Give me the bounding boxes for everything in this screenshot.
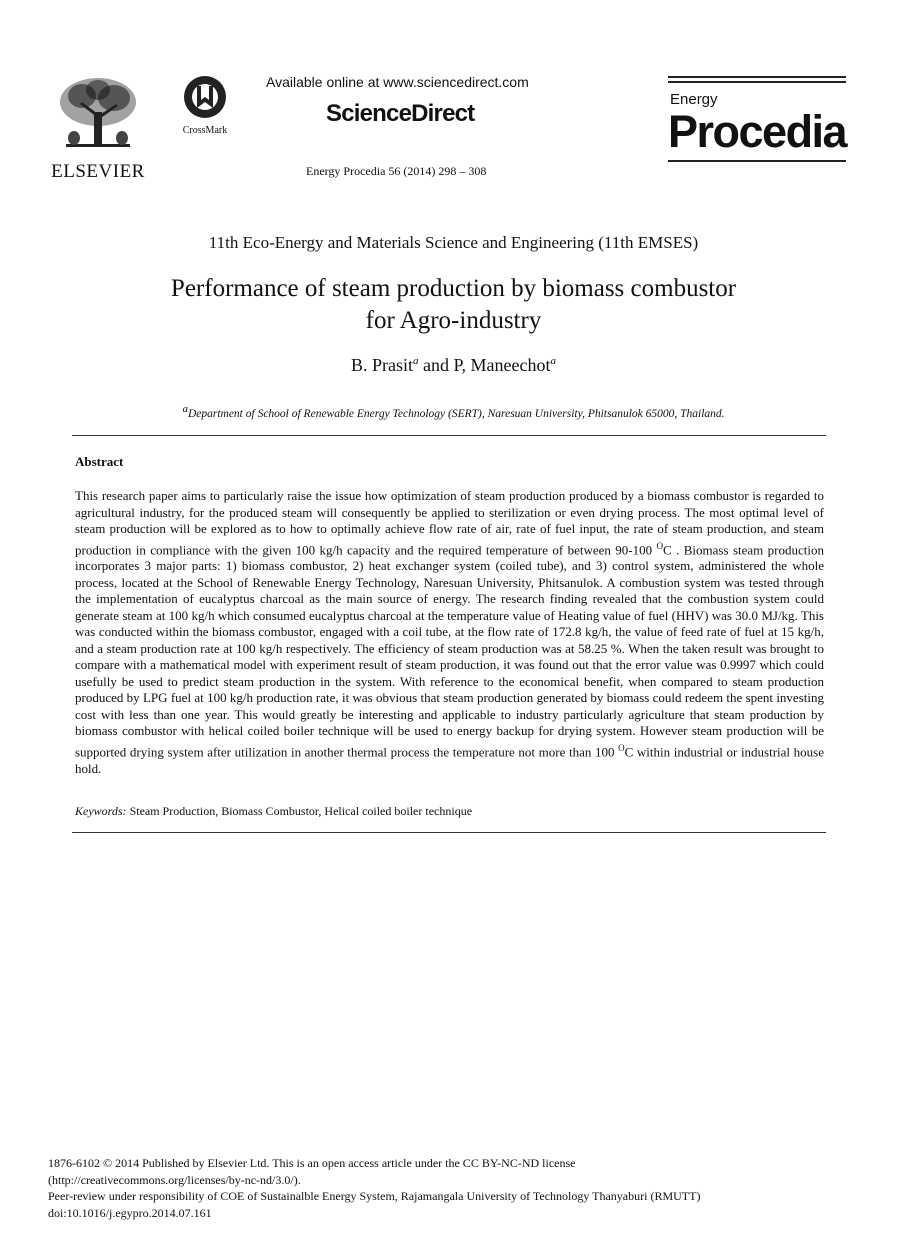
affiliation-mark: a xyxy=(182,403,188,415)
crossmark-label: CrossMark xyxy=(182,125,228,136)
authors xyxy=(0,355,907,376)
abstract-body xyxy=(75,488,824,777)
author-1: B. Prasit xyxy=(351,355,414,375)
abstract-part-2: C . Biomass steam production incorporates 3 major parts: 1) biomass combustor, 2) heat exchanger system (coiled tube), and 3) control system, administered the whole process, located at the School of Renewable Energy Technology, Naresuan University, Phitsanulok. A combustion system was tested through the implementation of eucalyptus charcoal as the main source of energy. The research finding revealed that the combustion system could generate steam at 100 kg/h which consumed eucalyptus charcoal at the temperature value of Heating value of fuel (HHV) was 30.0 MJ/kg. This was conducted within the biomass combustor, engaged with a coil tube, at the flow rate of 172.8 kg/h, the value of feed rate of fuel at 15 kg/h, and a steam production rate at 100 kg/h respectively. The efficiency of steam production was at 58.25 %. When the taken result was brought to compare with a mathematical model with experiment result of steam production, it was found out that the error value was 0.9997 which could usefully be used to predict steam production in the system. With reference to the economical benefit, when compared to steam production produced by LPG fuel at 100 kg/h production rate, it was obvious that steam production generated by biomass could redeem the spent investing cost with less than one year. This would greatly be interesting and applicable to industry particularly agriculture that steam production by biomass combustor with helical coiled boiler technique will be used to energy backup for drying system. However steam production will be supported drying system after utilization in another thermal process the temperature not more than 100 xyxy=(75,541,824,760)
journal-citation: Energy Procedia 56 (2014) 298 – 308 xyxy=(306,164,487,178)
elsevier-logo xyxy=(50,74,146,182)
logo-rule-top xyxy=(668,76,846,78)
affiliation xyxy=(0,403,907,420)
footer-doi[interactable]: doi:10.1016/j.egypro.2014.07.161 xyxy=(48,1205,212,1220)
abstract-part-1: This research paper aims to particularly raise the issue how optimization of steam production produced by a biomass combustor is regarded to agricultural industry, for the produced steam will consequently be applied to sterilization or even drying process. The most optimal level of steam production will be explored as to how to optimally achieve flow rate of air, rate of fuel input, the rate of steam production, and steam production in compliance with the given 100 kg/h capacity and the required temperature of between 90-100 xyxy=(75,488,824,557)
crossmark-badge[interactable] xyxy=(175,74,235,136)
journal-name-large: Procedia xyxy=(668,106,847,157)
available-online-text: Available online at www.sciencedirect.com xyxy=(266,74,529,90)
sciencedirect-logo: ScienceDirect xyxy=(326,100,475,127)
keywords-label: Keywords: xyxy=(75,804,127,818)
keywords xyxy=(75,804,472,819)
abstract-part-3: C within industrial or industrial house hold. xyxy=(75,744,824,776)
title-line-2: for Agro-industry xyxy=(365,307,542,334)
degree-mark-1: O xyxy=(656,540,664,551)
author-1-affil-mark: a xyxy=(413,355,419,367)
affiliation-text: Department of School of Renewable Energy Technology (SERT), Naresuan University, Phitsanulok 65000, Thailand. xyxy=(187,407,725,420)
keywords-text: Steam Production, Biomass Combustor, Helical coiled boiler technique xyxy=(126,804,473,818)
logo-rule-bottom xyxy=(668,160,846,162)
energy-procedia-logo xyxy=(668,76,846,165)
crossmark-icon xyxy=(182,74,228,120)
footer-peer-review: Peer-review under responsibility of COE of Sustainalble Energy System, Rajamangala University of Technology Thanyaburi (RMUTT) xyxy=(48,1189,701,1203)
footer xyxy=(48,1155,868,1221)
divider-bottom xyxy=(72,832,826,833)
footer-copyright: 1876-6102 © 2014 Published by Elsevier Ltd. This is an open access article under the CC BY-NC-ND license xyxy=(48,1156,576,1170)
conference-name: 11th Eco-Energy and Materials Science and Engineering (11th EMSES) xyxy=(208,233,699,252)
degree-mark-2: O xyxy=(618,742,625,753)
author-2: and P, Maneechot xyxy=(418,355,551,375)
publisher-name: ELSEVIER xyxy=(51,161,145,182)
abstract-heading: Abstract xyxy=(75,454,124,469)
footer-license-link[interactable]: (http://creativecommons.org/licenses/by-nc-nd/3.0/). xyxy=(48,1172,301,1187)
divider-top xyxy=(72,435,826,436)
paper-title xyxy=(0,273,907,337)
logo-rule-top-2 xyxy=(668,81,846,83)
journal-name-small: Energy xyxy=(670,91,718,108)
author-2-affil-mark: a xyxy=(550,355,556,367)
elsevier-tree-icon xyxy=(52,74,144,154)
title-line-1: Performance of steam production by biomass combustor xyxy=(170,275,737,302)
